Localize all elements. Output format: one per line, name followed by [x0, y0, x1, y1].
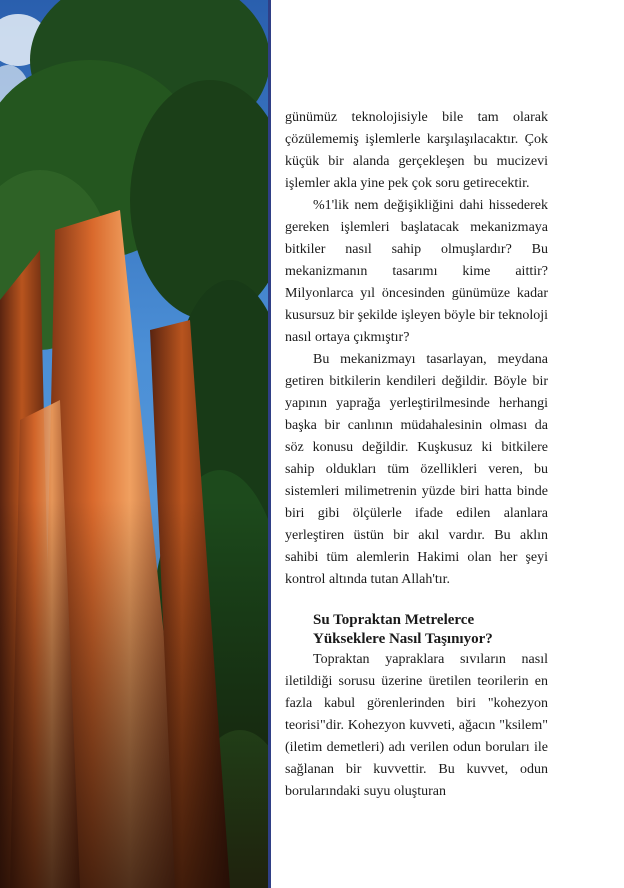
ground-shadow [0, 500, 268, 888]
article-body [285, 107, 548, 803]
sequoia-photo [0, 0, 268, 888]
paragraph: %1'lik nem değişikliğini dahi hissederek gereken işlemleri başlatacak mekanizmaya bitkiler nasıl sahip olmuşlardır? Bu mekanizmanın tasarımı kime aittir? Milyonlarca yıl öncesinden günümüze kadar kusursuz bir şekilde işleyen böyle bir teknoloji nasıl ortaya çıkmıştır? [285, 198, 548, 345]
heading-line-1: Su Topraktan Metrelerce [313, 612, 475, 628]
paragraph: Bu mekanizmayı tasarlayan, meydana getiren bitkilerin kendileri değildir. Böyle bir yapının yaprağa yerleştirilmesinde herhangi başka bir canlının müdahalesinin olması da söz konusu değildir. Kuşkusuz ki bitkilere sahip oldukları tüm özellikleri veren, bu sistemleri milimetrenin yüzde biri hatta binde biri gibi ölçülerle ifade edilen alanlara yerleştiren üstün bir akıl vardır. Bu aklın sahibi tüm alemlerin Hakimi olan her şeyi kontrol altında tutan Allah'tır. [285, 352, 548, 587]
section-heading [313, 611, 548, 649]
column-divider [268, 0, 271, 888]
paragraph: günümüz teknolojisiyle bile tam olarak çözülememiş işlemlerle karşılaşılacaktır. Çok küçük bir alanda gerçekleşen bu mucizevi işlemler akla yine pek çok soru getirecektir. [285, 110, 548, 191]
heading-line-2: Yükseklere Nasıl Taşınıyor? [313, 631, 493, 647]
paragraph: Topraktan yapraklara sıvıların nasıl iletildiği sorusu üzerine üretilen teorilerin en fazla kabul görenlerinden biri "kohezyon teorisi"dir. Kohezyon kuvveti, ağacın "ksilem" (iletim demetleri) adı verilen odun boruları ile sağlanan bir kuvvettir. Bu kuvvet, odun borularındaki suyu oluşturan [285, 652, 548, 799]
